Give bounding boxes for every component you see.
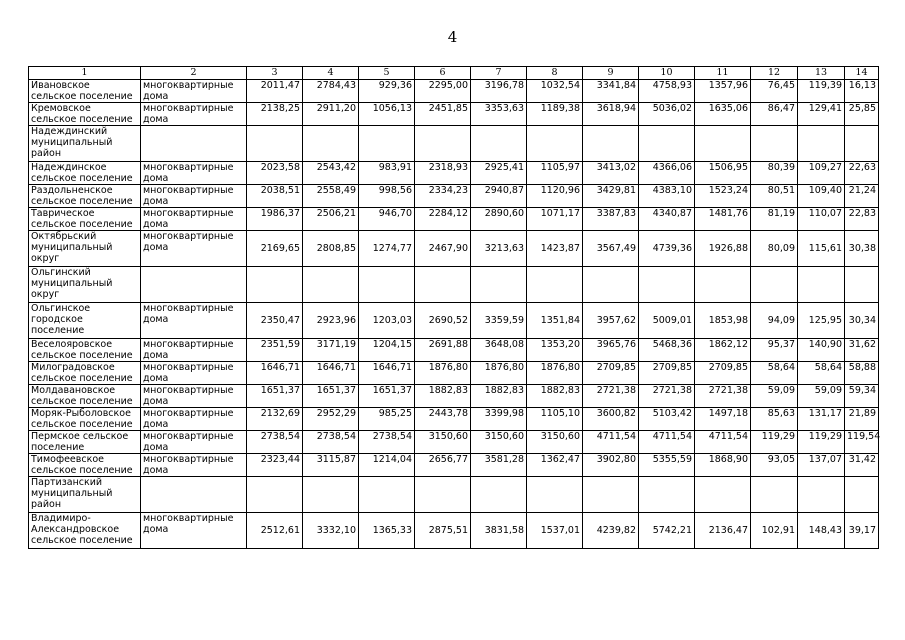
value-cell [751,126,798,162]
value-cell: 2350,47 [247,303,303,339]
value-cell: 3353,63 [471,103,527,126]
value-cell: 1497,18 [695,408,751,431]
value-cell [527,126,583,162]
table-row [29,231,879,267]
value-cell: 2738,54 [359,431,415,454]
value-cell: 5036,02 [639,103,695,126]
value-cell [303,126,359,162]
value-cell: 2512,61 [247,513,303,549]
settlement-name-cell: Молдавановское сельское поселение [29,385,141,408]
value-cell [639,267,695,303]
value-cell: 59,09 [798,385,845,408]
value-cell [695,477,751,513]
table-row [29,103,879,126]
value-cell: 1353,20 [527,339,583,362]
column-header: 5 [359,67,415,80]
value-cell: 4711,54 [695,431,751,454]
settlement-name-cell: Тимофеевское сельское поселение [29,454,141,477]
settlement-name-cell: Ивановское сельское поселение [29,80,141,103]
value-cell: 1105,10 [527,408,583,431]
value-cell: 3618,94 [583,103,639,126]
housing-type-cell [141,267,247,303]
value-cell [583,267,639,303]
value-cell [639,477,695,513]
value-cell: 25,85 [845,103,879,126]
column-header: 2 [141,67,247,80]
value-cell: 1986,37 [247,208,303,231]
value-cell [845,267,879,303]
value-cell: 80,09 [751,231,798,267]
table-row [29,339,879,362]
value-cell: 998,56 [359,185,415,208]
settlement-name-cell: Пермское сельское поселение [29,431,141,454]
value-cell: 3957,62 [583,303,639,339]
value-cell [845,477,879,513]
value-cell: 1056,13 [359,103,415,126]
settlement-name-cell: Октябрьский муниципальный округ [29,231,141,267]
value-cell: 2911,20 [303,103,359,126]
value-cell: 1274,77 [359,231,415,267]
value-cell: 22,63 [845,162,879,185]
value-cell: 3600,82 [583,408,639,431]
column-header: 8 [527,67,583,80]
table-row [29,431,879,454]
value-cell: 5103,42 [639,408,695,431]
value-cell: 2451,85 [415,103,471,126]
value-cell: 1357,96 [695,80,751,103]
value-cell: 1651,37 [359,385,415,408]
column-header: 6 [415,67,471,80]
value-cell: 1646,71 [247,362,303,385]
table-row [29,362,879,385]
value-cell: 4239,82 [583,513,639,549]
value-cell: 2721,38 [695,385,751,408]
value-cell: 4758,93 [639,80,695,103]
value-cell: 3171,19 [303,339,359,362]
value-cell [583,477,639,513]
value-cell: 2011,47 [247,80,303,103]
housing-type-cell: многоквартирные дома [141,431,247,454]
value-cell: 2738,54 [247,431,303,454]
value-cell: 3213,63 [471,231,527,267]
value-cell: 129,41 [798,103,845,126]
housing-type-cell: многоквартирные дома [141,80,247,103]
value-cell: 1853,98 [695,303,751,339]
value-cell: 3196,78 [471,80,527,103]
settlement-name-cell: Партизанский муниципальный район [29,477,141,513]
value-cell: 2467,90 [415,231,471,267]
value-cell: 2295,00 [415,80,471,103]
value-cell: 1646,71 [359,362,415,385]
value-cell: 3341,84 [583,80,639,103]
value-cell [415,126,471,162]
value-cell [303,477,359,513]
value-cell: 131,17 [798,408,845,431]
value-cell: 2952,29 [303,408,359,431]
settlement-name-cell: Надеждинский муниципальный район [29,126,141,162]
table-row [29,303,879,339]
column-header: 11 [695,67,751,80]
value-cell: 1926,88 [695,231,751,267]
value-cell: 2351,59 [247,339,303,362]
value-cell: 4366,06 [639,162,695,185]
value-cell: 1876,80 [415,362,471,385]
value-cell: 1071,17 [527,208,583,231]
value-cell [247,267,303,303]
value-cell: 2691,88 [415,339,471,362]
value-cell: 85,63 [751,408,798,431]
value-cell: 76,45 [751,80,798,103]
value-cell: 5355,59 [639,454,695,477]
column-header: 3 [247,67,303,80]
value-cell: 1365,33 [359,513,415,549]
settlement-name-cell: Милоградовское сельское поселение [29,362,141,385]
housing-type-cell: многоквартирные дома [141,513,247,549]
table-row [29,385,879,408]
settlement-name-cell: Надеждинское сельское поселение [29,162,141,185]
value-cell: 2923,96 [303,303,359,339]
value-cell: 2443,78 [415,408,471,431]
header-row [29,67,879,80]
value-cell [583,126,639,162]
value-cell: 81,19 [751,208,798,231]
value-cell [751,267,798,303]
value-cell: 4383,10 [639,185,695,208]
value-cell: 5009,01 [639,303,695,339]
value-cell: 119,29 [798,431,845,454]
value-cell: 80,39 [751,162,798,185]
value-cell: 3902,80 [583,454,639,477]
column-header: 14 [845,67,879,80]
value-cell: 125,95 [798,303,845,339]
value-cell: 148,43 [798,513,845,549]
settlement-name-cell: Ольгинский муниципальный округ [29,267,141,303]
value-cell: 3413,02 [583,162,639,185]
value-cell: 1423,87 [527,231,583,267]
table-row [29,162,879,185]
value-cell: 140,90 [798,339,845,362]
value-cell [527,477,583,513]
value-cell [845,126,879,162]
value-cell [798,477,845,513]
value-cell: 1189,38 [527,103,583,126]
value-cell: 2136,47 [695,513,751,549]
housing-type-cell: многоквартирные дома [141,362,247,385]
value-cell: 31,42 [845,454,879,477]
value-cell: 1646,71 [303,362,359,385]
value-cell: 985,25 [359,408,415,431]
value-cell: 21,89 [845,408,879,431]
value-cell [695,126,751,162]
value-cell: 3150,60 [471,431,527,454]
value-cell: 3115,87 [303,454,359,477]
value-cell: 86,47 [751,103,798,126]
value-cell: 1204,15 [359,339,415,362]
table-row [29,477,879,513]
value-cell: 3567,49 [583,231,639,267]
value-cell: 3387,83 [583,208,639,231]
settlement-name-cell: Моряк-Рыболовское сельское поселение [29,408,141,431]
value-cell: 2023,58 [247,162,303,185]
table-row [29,454,879,477]
value-cell: 3150,60 [527,431,583,454]
column-header: 9 [583,67,639,80]
value-cell: 59,09 [751,385,798,408]
value-cell: 1876,80 [471,362,527,385]
value-cell: 1120,96 [527,185,583,208]
value-cell: 3648,08 [471,339,527,362]
value-cell: 1882,83 [415,385,471,408]
value-cell: 16,13 [845,80,879,103]
value-cell [247,126,303,162]
value-cell: 1105,97 [527,162,583,185]
table-row [29,513,879,549]
value-cell: 2038,51 [247,185,303,208]
value-cell: 80,51 [751,185,798,208]
value-cell: 1506,95 [695,162,751,185]
value-cell [303,267,359,303]
housing-type-cell: многоквартирные дома [141,408,247,431]
value-cell: 21,24 [845,185,879,208]
value-cell: 1481,76 [695,208,751,231]
value-cell: 2940,87 [471,185,527,208]
value-cell: 2808,85 [303,231,359,267]
value-cell: 2784,43 [303,80,359,103]
housing-type-cell [141,477,247,513]
value-cell: 2138,25 [247,103,303,126]
value-cell: 1537,01 [527,513,583,549]
settlement-name-cell: Веселояровское сельское поселение [29,339,141,362]
value-cell: 929,36 [359,80,415,103]
value-cell: 2721,38 [639,385,695,408]
value-cell: 2506,21 [303,208,359,231]
column-header: 10 [639,67,695,80]
value-cell [471,477,527,513]
value-cell: 3429,81 [583,185,639,208]
value-cell: 4340,87 [639,208,695,231]
value-cell: 4739,36 [639,231,695,267]
value-cell [359,267,415,303]
housing-type-cell: многоквартирные дома [141,208,247,231]
value-cell: 2709,85 [639,362,695,385]
value-cell: 2334,23 [415,185,471,208]
value-cell: 2738,54 [303,431,359,454]
value-cell: 30,38 [845,231,879,267]
value-cell: 59,34 [845,385,879,408]
value-cell: 2132,69 [247,408,303,431]
housing-type-cell: многоквартирные дома [141,385,247,408]
value-cell: 119,39 [798,80,845,103]
value-cell: 1351,84 [527,303,583,339]
value-cell: 1651,37 [303,385,359,408]
value-cell: 1882,83 [527,385,583,408]
value-cell: 110,07 [798,208,845,231]
value-cell: 1651,37 [247,385,303,408]
value-cell [359,126,415,162]
value-cell [415,477,471,513]
column-header: 1 [29,67,141,80]
value-cell: 31,62 [845,339,879,362]
value-cell: 1203,03 [359,303,415,339]
value-cell [471,126,527,162]
settlement-name-cell: Раздольненское сельское поселение [29,185,141,208]
value-cell: 1862,12 [695,339,751,362]
settlement-name-cell: Ольгинское городское поселение [29,303,141,339]
value-cell: 2875,51 [415,513,471,549]
value-cell: 119,29 [751,431,798,454]
value-cell: 115,61 [798,231,845,267]
value-cell: 1868,90 [695,454,751,477]
value-cell: 94,09 [751,303,798,339]
value-cell: 58,64 [751,362,798,385]
housing-type-cell: многоквартирные дома [141,162,247,185]
value-cell: 2323,44 [247,454,303,477]
column-header: 12 [751,67,798,80]
value-cell [639,126,695,162]
housing-type-cell: многоквартирные дома [141,231,247,267]
table-body [29,80,879,549]
value-cell: 1032,54 [527,80,583,103]
tariff-table [28,66,879,549]
value-cell [471,267,527,303]
table-row [29,208,879,231]
value-cell: 3831,58 [471,513,527,549]
value-cell: 5468,36 [639,339,695,362]
value-cell: 2543,42 [303,162,359,185]
value-cell: 58,64 [798,362,845,385]
value-cell: 2721,38 [583,385,639,408]
value-cell: 2709,85 [695,362,751,385]
value-cell: 946,70 [359,208,415,231]
value-cell: 3399,98 [471,408,527,431]
table-row [29,267,879,303]
value-cell: 4711,54 [583,431,639,454]
value-cell [695,267,751,303]
settlement-name-cell: Таврическое сельское поселение [29,208,141,231]
value-cell: 2169,65 [247,231,303,267]
housing-type-cell [141,126,247,162]
value-cell: 2890,60 [471,208,527,231]
value-cell: 3332,10 [303,513,359,549]
value-cell: 22,83 [845,208,879,231]
value-cell: 3965,76 [583,339,639,362]
column-header: 4 [303,67,359,80]
housing-type-cell: многоквартирные дома [141,454,247,477]
value-cell: 2709,85 [583,362,639,385]
value-cell: 2656,77 [415,454,471,477]
value-cell [415,267,471,303]
housing-type-cell: многоквартирные дома [141,103,247,126]
value-cell [751,477,798,513]
table-row [29,185,879,208]
value-cell: 3359,59 [471,303,527,339]
table-row [29,80,879,103]
value-cell: 39,17 [845,513,879,549]
value-cell [798,267,845,303]
table-row [29,408,879,431]
column-header: 7 [471,67,527,80]
value-cell: 137,07 [798,454,845,477]
value-cell: 1362,47 [527,454,583,477]
settlement-name-cell: Владимиро-Александровское сельское поселение [29,513,141,549]
value-cell: 1876,80 [527,362,583,385]
value-cell [798,126,845,162]
value-cell: 95,37 [751,339,798,362]
value-cell: 3150,60 [415,431,471,454]
value-cell: 1523,24 [695,185,751,208]
value-cell: 102,91 [751,513,798,549]
value-cell [247,477,303,513]
value-cell: 4711,54 [639,431,695,454]
column-header: 13 [798,67,845,80]
value-cell [527,267,583,303]
value-cell: 2690,52 [415,303,471,339]
value-cell: 2284,12 [415,208,471,231]
value-cell: 3581,28 [471,454,527,477]
value-cell: 1635,06 [695,103,751,126]
value-cell: 119,54 [845,431,879,454]
housing-type-cell: многоквартирные дома [141,339,247,362]
page-number: 4 [447,28,458,46]
value-cell: 109,27 [798,162,845,185]
value-cell: 2558,49 [303,185,359,208]
value-cell: 1214,04 [359,454,415,477]
housing-type-cell: многоквартирные дома [141,185,247,208]
table-row [29,126,879,162]
value-cell: 30,34 [845,303,879,339]
value-cell: 2925,41 [471,162,527,185]
value-cell [359,477,415,513]
value-cell: 93,05 [751,454,798,477]
value-cell: 58,88 [845,362,879,385]
value-cell: 5742,21 [639,513,695,549]
value-cell: 2318,93 [415,162,471,185]
housing-type-cell: многоквартирные дома [141,303,247,339]
value-cell: 109,40 [798,185,845,208]
value-cell: 983,91 [359,162,415,185]
settlement-name-cell: Кремовское сельское поселение [29,103,141,126]
value-cell: 1882,83 [471,385,527,408]
